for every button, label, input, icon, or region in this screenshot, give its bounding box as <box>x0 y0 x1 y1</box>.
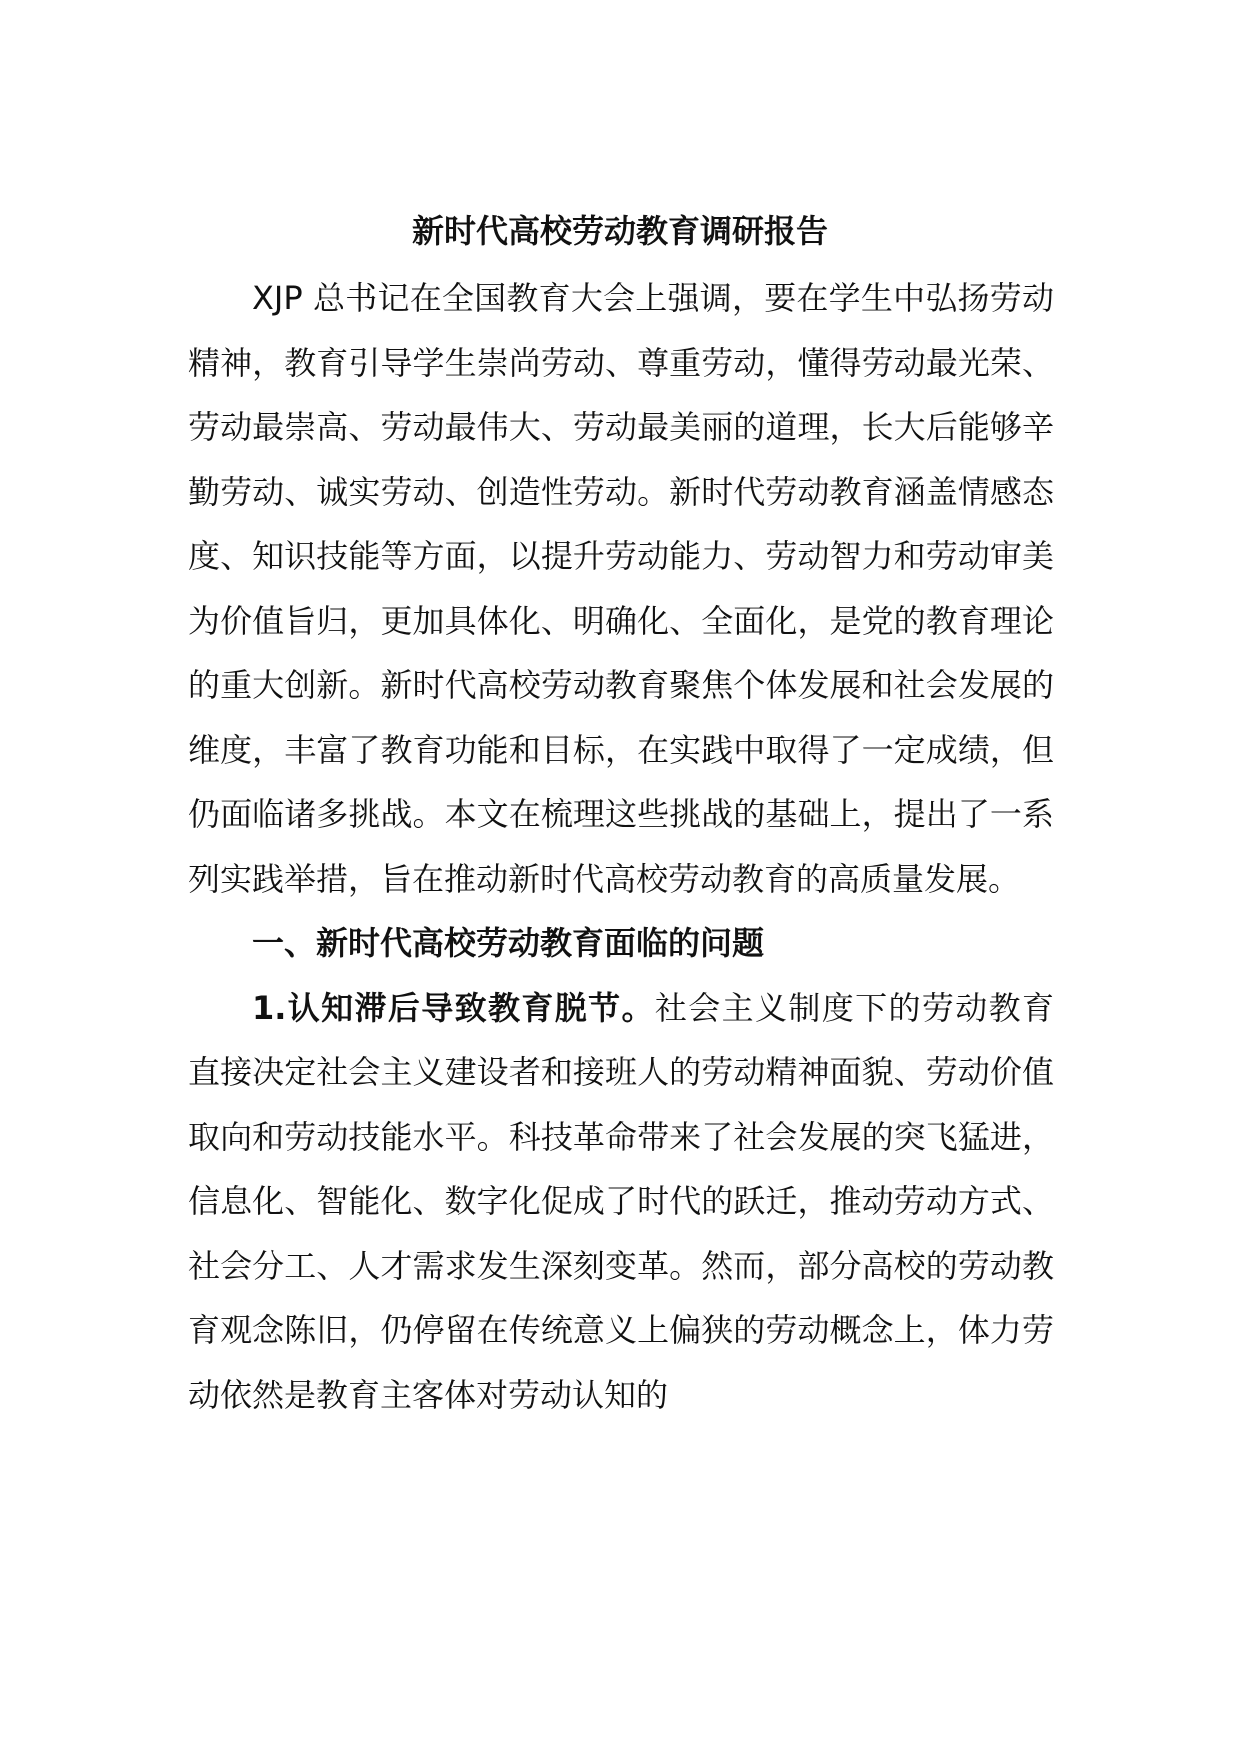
point-1-paragraph <box>188 976 1054 1428</box>
section-heading: 一、新时代高校劳动教育面临的问题 <box>252 924 765 962</box>
point-1-text: 社会主义制度下的劳动教育直接决定社会主义建设者和接班人的劳动精神面貌、劳动价值取向和劳动技能水平。科技革命带来了社会发展的突飞猛进，信息化、智能化、数字化促成了时代的跃迁，推动劳动方式、社会分工、人才需求发生深刻变革。然而，部分高校的劳动教育观念陈旧，仍停留在传统意义上偏狭的劳动概念上，体力劳动依然是教育主客体对劳动认知的 <box>188 988 1054 1414</box>
document-body <box>188 266 1054 1427</box>
point-1-lead: 1.认知滞后导致教育脱节。 <box>252 988 655 1027</box>
document-title: 新时代高校劳动教育调研报告 <box>411 212 828 250</box>
intro-paragraph: XJP 总书记在全国教育大会上强调，要在学生中弘扬劳动精神，教育引导学生崇尚劳动、尊重劳动，懂得劳动最光荣、劳动最崇高、劳动最伟大、劳动最美丽的道理，长大后能够辛勤劳动、诚实劳动、创造性劳动。新时代劳动教育涵盖情感态度、知识技能等方面，以提升劳动能力、劳动智力和劳动审美为价值旨归，更加具体化、明确化、全面化，是党的教育理论的重大创新。新时代高校劳动教育聚焦个体发展和社会发展的维度，丰富了教育功能和目标，在实践中取得了一定成绩，但仍面临诸多挑战。本文在梳理这些挑战的基础上，提出了一系列实践举措，旨在推动新时代高校劳动教育的高质量发展。 <box>188 279 1054 898</box>
